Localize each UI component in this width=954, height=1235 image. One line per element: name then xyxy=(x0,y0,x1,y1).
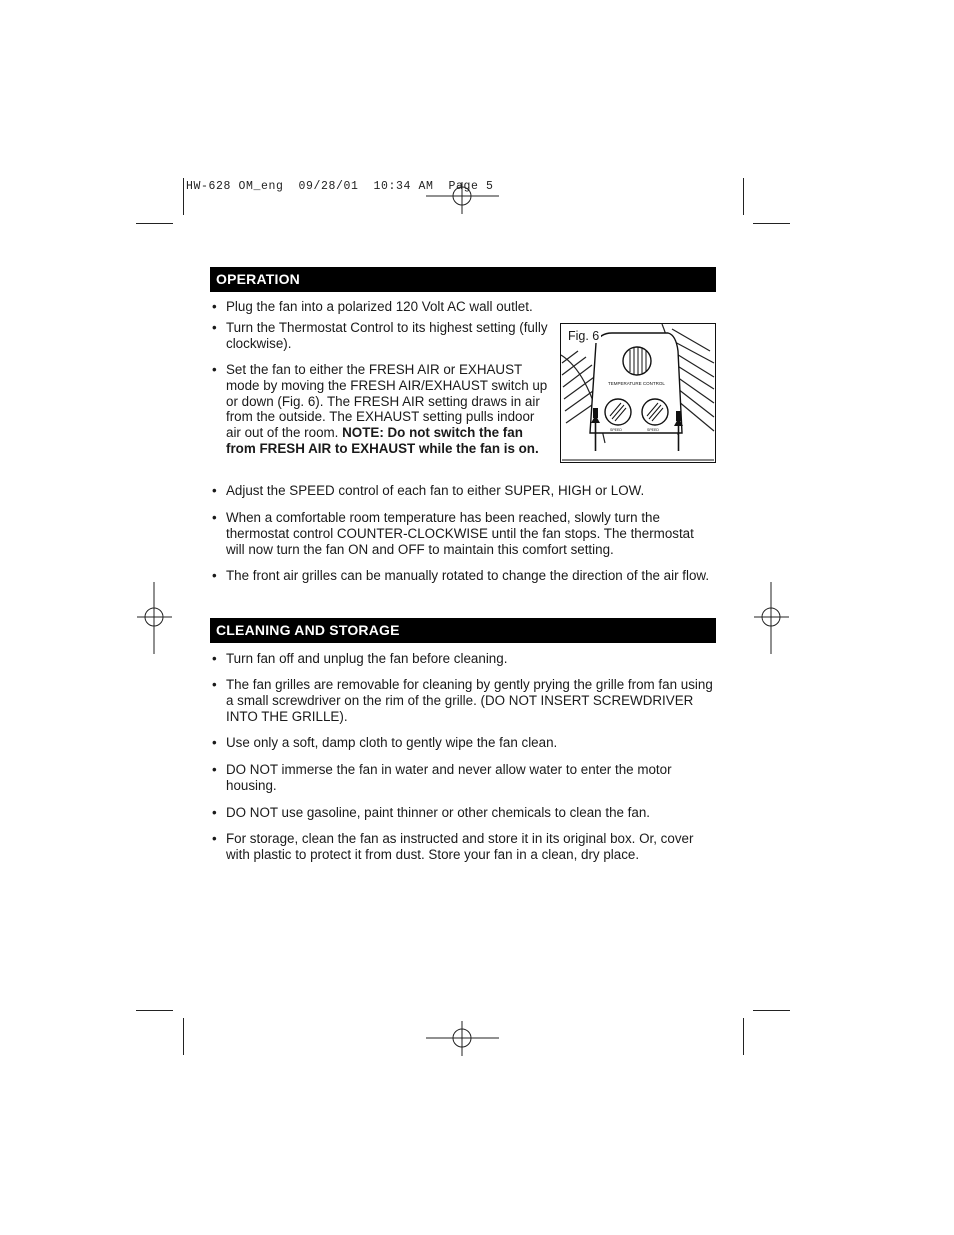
figure-6 xyxy=(560,323,716,463)
list-item: • DO NOT immerse the fan in water and never allow water to enter the motor housing. xyxy=(212,762,672,793)
list-item: • The fan grilles are removable for cleaning by gently prying the grille from fan using a small screwdriver on the rim of the grille. (DO NOT INSERT SCREWDRIVER INTO THE GRILLE). xyxy=(212,677,713,724)
list-item: • For storage, clean the fan as instructed and store it in its original box. Or, cover with plastic to protect it from dust. Store your fan in a clean, dry place. xyxy=(212,831,694,862)
speed-label-left: SPEED xyxy=(610,428,622,432)
fan-control-panel-illustration xyxy=(560,323,716,463)
operation-note: NOTE: Do not switch the fan from FRESH AIR to EXHAUST while the fan is on. xyxy=(226,425,539,456)
list-item: • When a comfortable room temperature has been reached, slowly turn the thermostat control COUNTER-CLOCKWISE until the fan stops. The thermostat will now turn the fan ON and OFF to maintain this comfort setting. xyxy=(212,510,694,557)
list-item: • DO NOT use gasoline, paint thinner or other chemicals to clean the fan. xyxy=(212,805,651,820)
list-item: • Use only a soft, damp cloth to gently wipe the fan clean. xyxy=(212,735,558,750)
list-item: • Turn the Thermostat Control to its highest setting (fully clockwise). xyxy=(212,320,548,351)
figure-label: Fig. 6 xyxy=(568,329,600,343)
speed-label-right: SPEED xyxy=(647,428,659,432)
list-item: • The front air grilles can be manually rotated to change the direction of the air flow. xyxy=(212,568,710,583)
list-item: • Turn fan off and unplug the fan before cleaning. xyxy=(212,651,508,666)
cleaning-heading: CLEANING AND STORAGE xyxy=(210,618,716,643)
list-item: • Set the fan to either the FRESH AIR or EXHAUST mode by moving the FRESH AIR/EXHAUST switch up or down (Fig. 6). The FRESH AIR setting draws in air from the outside. The EXHAUST setting pulls indoor air out of the room. NOTE: Do not switch the fan from FRESH AIR to EXHAUST while the fan is on. xyxy=(212,362,548,456)
list-item: • Plug the fan into a polarized 120 Volt AC wall outlet. xyxy=(212,299,533,314)
temperature-control-label: TEMPERATURE CONTROL xyxy=(608,381,665,386)
list-item: • Adjust the SPEED control of each fan to either SUPER, HIGH or LOW. xyxy=(212,483,645,498)
operation-heading: OPERATION xyxy=(210,267,716,292)
print-slug: HW-628 OM_eng 09/28/01 10:34 AM Page 5 xyxy=(186,180,494,193)
